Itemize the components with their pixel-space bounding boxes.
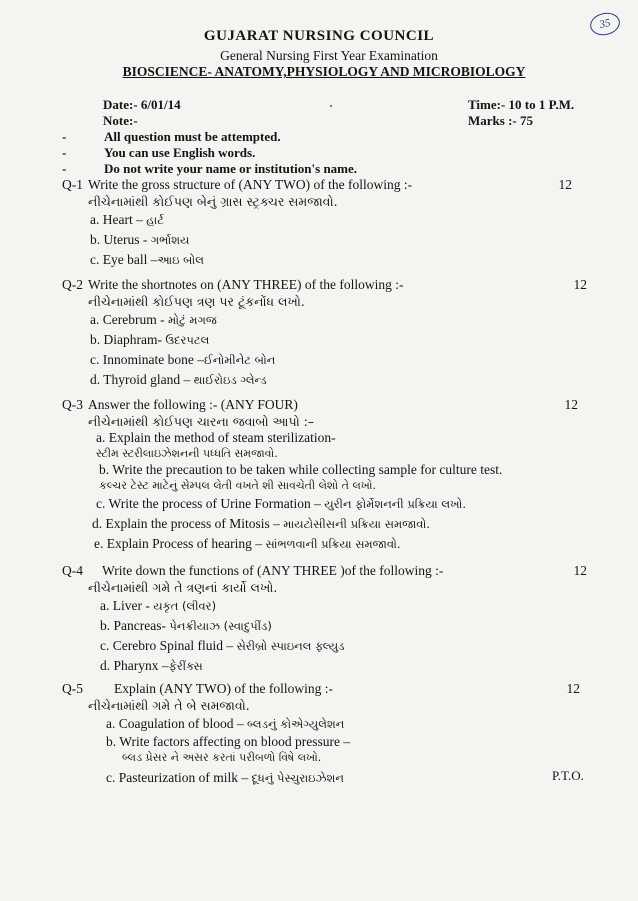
list-item: b. Uterus - ગર્ભાશય — [90, 232, 190, 247]
list-item: a. Cerebrum - મોટું મગજ — [90, 312, 217, 327]
exam-date: Date:- 6/01/14 — [103, 97, 181, 112]
list-item: c. Pasteurization of milk – દૂધનું પેસ્ચુરાઇઝેશન — [106, 770, 344, 785]
question-number: Q-3 — [62, 397, 83, 412]
list-item: b. Write factors affecting on blood pressure – બ્લડ પ્રેસર ને અસર કરતાં પરીબળો વિષે લખો. — [106, 734, 351, 764]
question-marks: 12 — [558, 177, 572, 192]
instruction-item: - All question must be attempted. — [62, 129, 281, 144]
total-marks: Marks :- 75 — [468, 113, 533, 128]
list-item: a. Explain the method of steam sterilization- સ્ટીમ સ્ટરીલાઇઝેશનની પધ્ધતિ સમજાવો. — [96, 430, 336, 460]
list-item: d. Pharynx –ફેરીંક્સ — [100, 658, 203, 673]
question-number: Q-4 — [62, 563, 83, 578]
question-marks: 12 — [573, 277, 587, 292]
question-text: Write the gross structure of (ANY TWO) of the following :- — [88, 177, 413, 192]
instruction-item: - You can use English words. — [62, 145, 256, 160]
list-item: d. Explain the process of Mitosis – માયટોસીસની પ્રક્રિયા સમજાવો. — [92, 516, 431, 531]
list-item: c. Cerebro Spinal fluid – સેરીબ્રો સ્પાઇનલ ફ્લ્યુડ — [100, 638, 345, 653]
list-item: e. Explain Process of hearing – સાંભળવાની પ્રક્રિયા સમજાવો. — [94, 536, 401, 551]
question-text: Write the shortnotes on (ANY THREE) of the following :- — [88, 277, 404, 292]
list-item: c. Innominate bone –ઈનોમીનેટ બોન — [90, 352, 276, 367]
list-item: b. Pancreas- પેનક્રીયાઝ (સ્વાદુપીંડ) — [100, 618, 272, 633]
question-text-gujarati: નીચેનામાંથી કોઈપણ બેનું ગ્રાસ સ્ટ્રક્ચર સમજાવો. — [88, 194, 338, 209]
list-item: a. Heart – હાર્ટ — [90, 212, 164, 227]
question-number: Q-2 — [62, 277, 83, 292]
note-label: Note:- — [103, 113, 138, 128]
council-title: GUJARAT NURSING COUNCIL — [203, 28, 435, 44]
question-text: Write down the functions of (ANY THREE )of the following :- — [102, 563, 444, 578]
question-number: Q-5 — [62, 681, 83, 696]
list-item: b. Diaphram- ઉદરપટલ — [90, 332, 210, 347]
question-text: Answer the following :- (ANY FOUR) — [88, 397, 298, 412]
question-text: Explain (ANY TWO) of the following :- — [114, 681, 333, 696]
question-1 — [62, 176, 592, 270]
question-text-gujarati: નીચેનામાંથી કોઈપણ ચારના જવાબો આપો :– — [88, 414, 315, 429]
question-3 — [62, 396, 592, 554]
question-text-gujarati: નીચેનામાંથી ગમે તે બે સમજાવો. — [88, 698, 250, 713]
subject-title: BIOSCIENCE- ANATOMY,PHYSIOLOGY AND MICROBIOLOGY — [122, 64, 526, 79]
list-item: d. Thyroid gland – થાઈરોઇડ ગ્લેન્ડ — [90, 372, 267, 387]
instruction-item: - Do not write your name or institution's name. — [62, 161, 358, 176]
question-marks: 12 — [573, 563, 587, 578]
instructions-list — [62, 129, 357, 177]
list-item: a. Liver - યકૃત (લીવર) — [100, 598, 217, 613]
page-number-stamp: 35 — [588, 10, 622, 38]
question-text-gujarati: નીચેનામાંથી ગમે તે ત્રણનાં કાર્યો લખો. — [88, 580, 278, 595]
exam-title: General Nursing First Year Examination — [220, 48, 438, 63]
question-5 — [62, 680, 592, 788]
question-number: Q-1 — [62, 177, 83, 192]
list-item: b. Write the precaution to be taken while collecting sample for culture test. કલ્ચર ટેસ્ટ માટેનું સેમ્પલ લેતી વખતે શી સાવચેતી લેશો તે લખો. — [99, 462, 503, 492]
question-text-gujarati: નીચેનામાંથી કોઈપણ ત્રણ પર ટૂંકનોંધ લખો. — [88, 294, 305, 309]
question-4 — [62, 562, 592, 676]
scan-speck — [330, 105, 332, 107]
exam-time: Time:- 10 to 1 P.M. — [468, 97, 575, 112]
question-marks: 12 — [564, 397, 578, 412]
please-turn-over: P.T.O. — [552, 768, 584, 783]
list-item: a. Coagulation of blood – બ્લડનું કોએગ્યુલેશન — [106, 716, 345, 731]
list-item: c. Eye ball –આઇ બોલ — [90, 252, 204, 267]
question-marks: 12 — [566, 681, 580, 696]
question-2 — [62, 276, 592, 390]
list-item: c. Write the process of Urine Formation – યુરીન ફોર્મેશનની પ્રક્રિયા લખો. — [96, 496, 467, 511]
